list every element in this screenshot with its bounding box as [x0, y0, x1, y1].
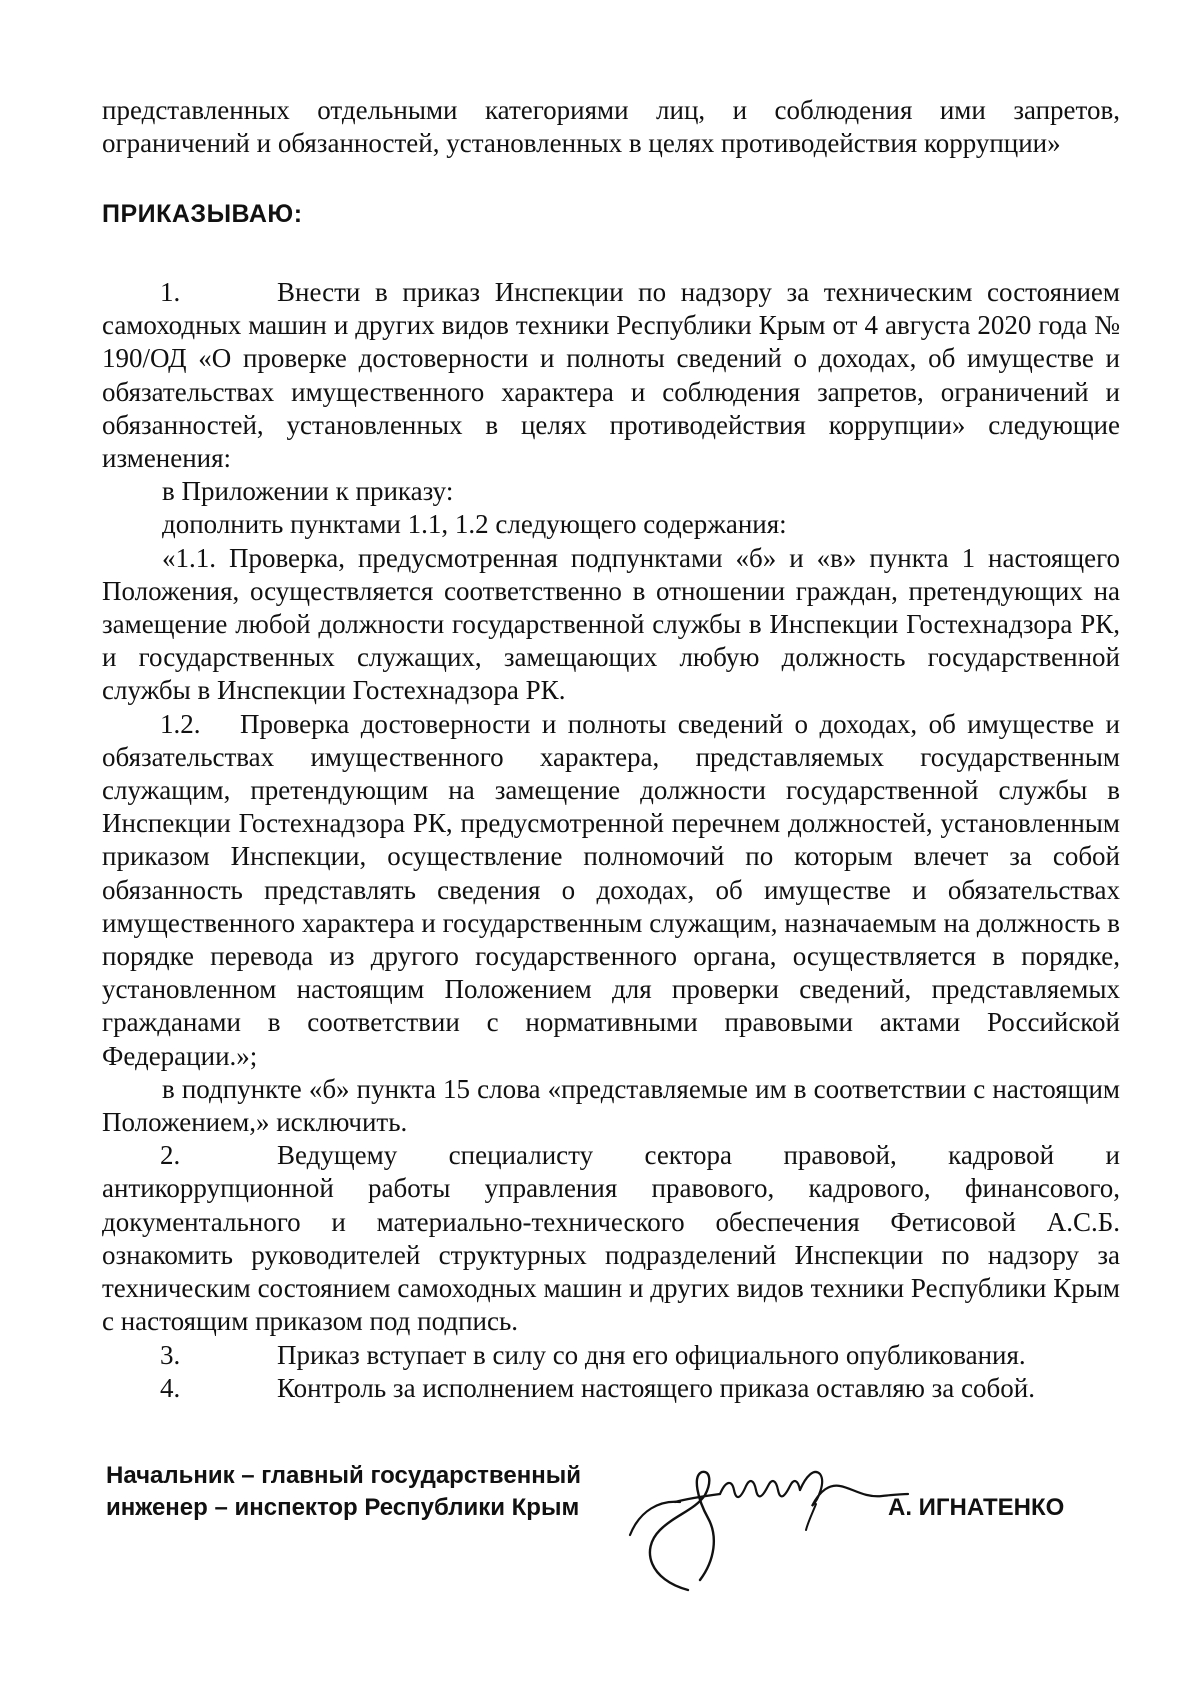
- subpoint-b-paragraph: в подпункте «б» пункта 15 слова «представляемые им в соответствии с настоящим Положением,» исключить.: [102, 1073, 1120, 1138]
- item-3-number: 3.: [160, 1339, 181, 1370]
- appendix-line: в Приложении к приказу:: [162, 476, 454, 507]
- item-2-text: Ведущему специалисту сектора правовой, кадровой и антикоррупционной работы управления правового, кадрового, финансового, документального и материально-технического обеспечения Фетисовой А.С.Б. ознакомить руководителей структурных подразделений Инспекции по надзору за техническим состоянием самоходных машин и других видов техники Республики Крым с настоящим приказом под подпись.: [102, 1140, 1120, 1337]
- intro-paragraph: представленных отдельными категориями лиц, и соблюдения ими запретов, ограничений и обязанностей, установленных в целях противодействия коррупции»: [102, 95, 1120, 159]
- order-heading: ПРИКАЗЫВАЮ:: [102, 200, 303, 228]
- order-body: [102, 276, 1120, 1405]
- point-1-2-number: 1.2.: [160, 708, 201, 739]
- item-1-paragraph: [102, 276, 1120, 475]
- item-4-text: Контроль за исполнением настоящего приказа оставляю за собой.: [277, 1372, 1035, 1403]
- signatory-name: А. ИГНАТЕНКО: [888, 1494, 1065, 1521]
- item-2-number: 2.: [160, 1140, 181, 1171]
- item-1-text: Внести в приказ Инспекции по надзору за техническим состоянием самоходных машин и других видов техники Республики Крым от 4 августа 2020 года № 190/ОД «О проверке достоверности и полноты сведений о доходах, об имуществе и обязательствах имущественного характера и соблюдения запретов, ограничений и обязанностей, установленных в целях противодействия коррупции» следующие изменения:: [102, 277, 1120, 474]
- add-points-line: дополнить пунктами 1.1, 1.2 следующего содержания:: [162, 509, 787, 540]
- item-4-number: 4.: [160, 1372, 181, 1403]
- item-2-paragraph: [102, 1139, 1120, 1338]
- item-3-text: Приказ вступает в силу со дня его официального опубликования.: [277, 1339, 1026, 1370]
- item-3-paragraph: [102, 1339, 1120, 1372]
- point-1-2-text: Проверка достоверности и полноты сведений о доходах, об имуществе и обязательствах имущественного характера, представляемых государственным служащим, претендующим на замещение должности государственной службы в Инспекции Гостехнадзора РК, предусмотренной перечнем должностей, установленным приказом Инспекции, осуществление полномочий по которым влечет за собой обязанность представлять сведения о доходах, об имуществе и обязательствах имущественного характера и государственным служащим, назначаемым на должность в порядке перевода из другого государственного органа, осуществляется в порядке, установленном настоящим Положением для проверки сведений, представляемых гражданами в соответствии с нормативными правовыми актами Российской Федерации.»;: [102, 708, 1120, 1071]
- handwritten-signature: [620, 1440, 910, 1600]
- signatory-title-line-1: Начальник – главный государственный: [106, 1462, 581, 1489]
- point-1-2-paragraph: [102, 708, 1120, 1073]
- signatory-title-line-2: инженер – инспектор Республики Крым: [106, 1494, 580, 1521]
- point-1-1-paragraph: «1.1. Проверка, предусмотренная подпунктами «б» и «в» пункта 1 настоящего Положения, осуществляется соответственно в отношении граждан, претендующих на замещение любой должности государственной службы в Инспекции Гостехнадзора РК, и государственных служащих, замещающих любую должность государственной службы в Инспекции Гостехнадзора РК.: [102, 542, 1120, 706]
- signatory-title: [106, 1460, 581, 1524]
- item-1-number: 1.: [160, 277, 181, 307]
- item-4-paragraph: [102, 1372, 1120, 1405]
